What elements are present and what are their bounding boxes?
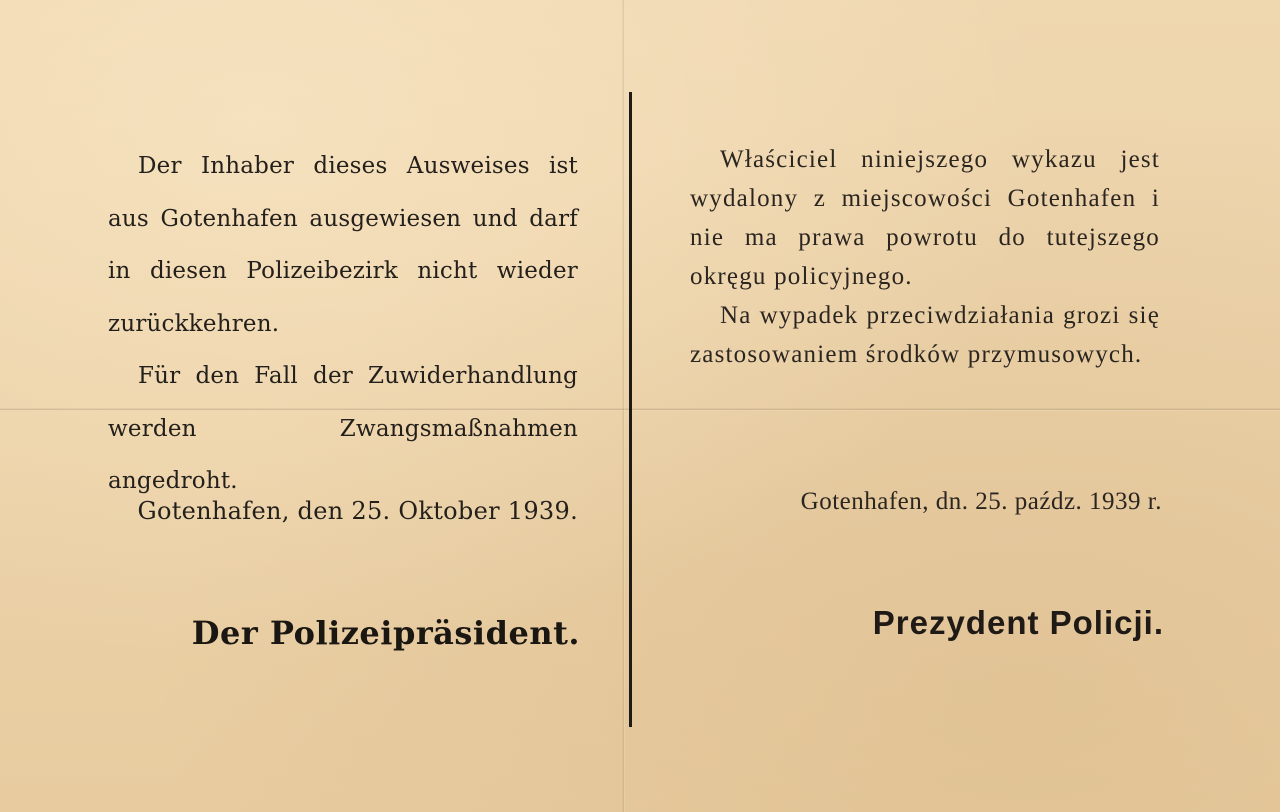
german-paragraph-expulsion: Der Inhaber dieses Ausweises ist aus Gotenhafen ausgewiesen und darf in diesen Polizeibezirk nicht wieder zurückkehren. bbox=[108, 153, 578, 337]
paper-fold-vertical bbox=[622, 0, 625, 812]
polish-signature: Prezydent Policji. bbox=[872, 604, 1164, 641]
polish-paragraph-expulsion: Właściciel niniejszego wykazu jest wydalony z miejscowości Gotenhafen i nie ma prawa powrotu do tutejszego okręgu policyjnego. bbox=[690, 146, 1160, 290]
german-signature: Der Polizeipräsident. bbox=[191, 614, 580, 652]
german-date-line: Gotenhafen, den 25. Oktober 1939. bbox=[137, 497, 578, 525]
polish-text-column bbox=[690, 140, 1160, 374]
german-paragraph-penalty: Für den Fall der Zuwiderhandlung werden Zwangsmaßnahmen angedroht. bbox=[108, 363, 578, 494]
polish-paragraph-penalty: Na wypadek przeciwdziałania grozi się zastosowaniem środków przymusowych. bbox=[690, 302, 1160, 368]
column-divider bbox=[629, 92, 632, 727]
german-text-column bbox=[108, 140, 578, 508]
polish-date-line: Gotenhafen, dn. 25. paźdz. 1939 r. bbox=[800, 488, 1162, 515]
